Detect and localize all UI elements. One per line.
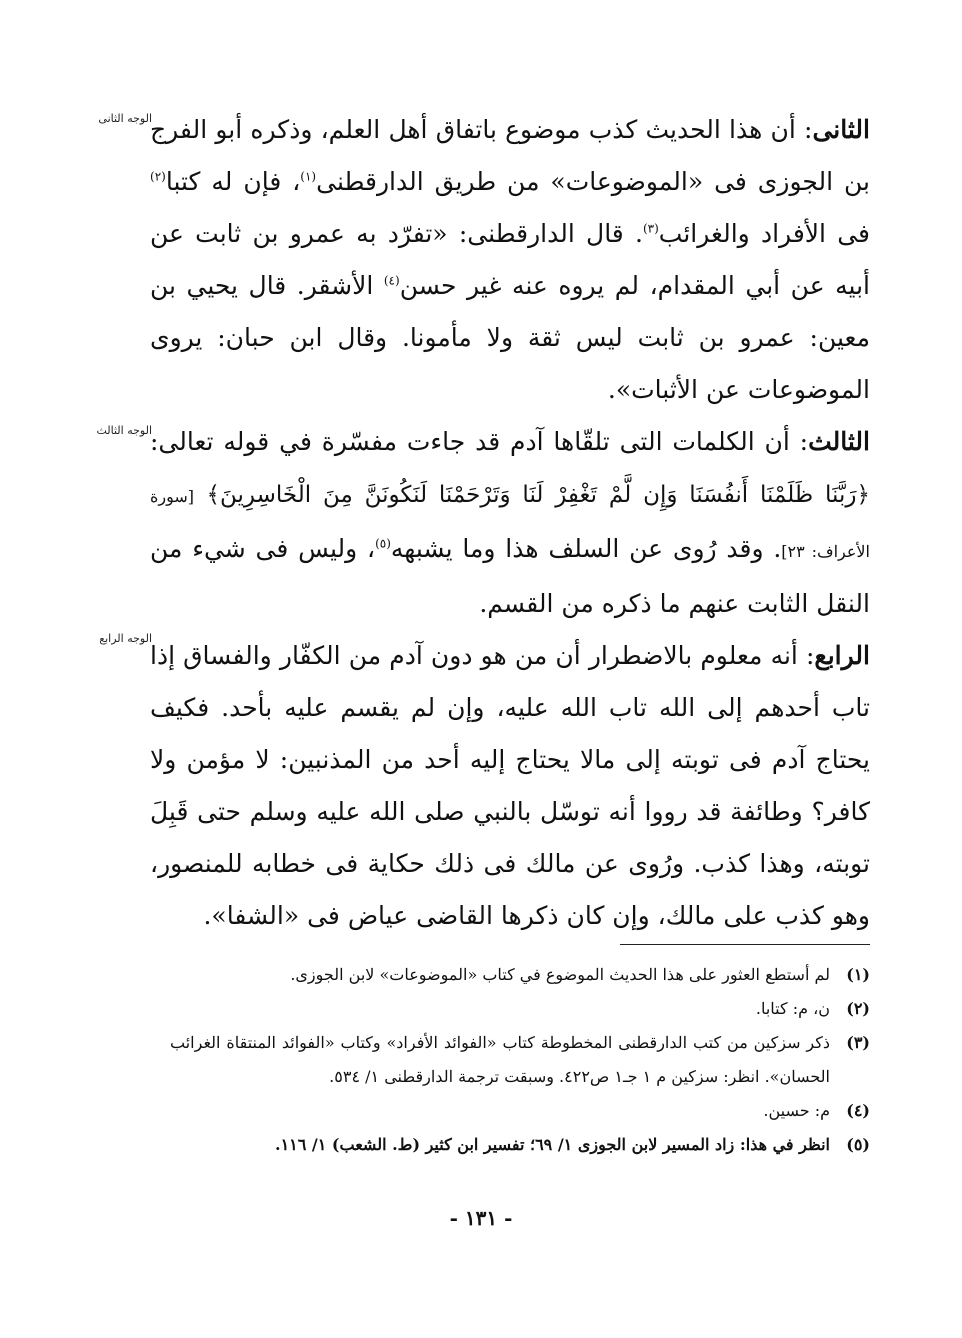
paragraph-fourth xyxy=(150,630,870,942)
quran-verse: ﴿رَبَّنَا ظَلَمْنَا أَنفُسَنَا وَإِن لَّمْ تَغْفِرْ لَنَا وَتَرْحَمْنَا لَنَكُونَنَّ مِنَ الْخَاسِرِينَ﴾ xyxy=(206,482,870,508)
paragraph-text: . قال الدارقطنى: «تفرّد به عمرو بن ثابت عن أبيه عن أبي المقدام، لم يروه عنه غير حسن xyxy=(150,219,870,300)
margin-note-fourth: الوجه الرابع xyxy=(99,632,152,645)
footnote-number: (٢) xyxy=(846,999,870,1018)
footnote-number: (١) xyxy=(846,965,870,984)
paragraph-lead: الرابع xyxy=(814,641,870,670)
footnote xyxy=(170,1128,870,1162)
page-number: - ١٣١ - xyxy=(449,1206,513,1230)
footnote-divider xyxy=(620,944,870,945)
main-text xyxy=(150,104,870,942)
margin-note-third: الوجه الثالث xyxy=(96,424,152,437)
paragraph-lead: الثانى xyxy=(812,115,870,144)
paragraph-lead: الثالث xyxy=(808,427,870,456)
footnote-number: (٤) xyxy=(846,1101,870,1120)
footnote-ref: (٥) xyxy=(375,536,391,551)
footnote-ref: (٤) xyxy=(383,273,400,288)
paragraph-text: : أن الكلمات التى تلقّاها آدم قد جاءت مفسّرة في قوله تعالى: xyxy=(150,427,809,456)
footnote xyxy=(170,1094,870,1128)
footnote-text: ذكر سزكين من كتب الدارقطنى المخطوطة كتاب «الفوائد الأفراد» وكتاب «الفوائد المنتقاة الغرائب الحسان». انظر: سزكين م ١ جـ١ ص٤٢٢. وسبقت ترجمة الدارقطنى ١/ ٥٣٤. xyxy=(170,1033,830,1086)
paragraph-text: . وقد رُوى عن السلف هذا وما يشبهه xyxy=(390,534,782,563)
paragraph-text: : أن هذا الحديث كذب موضوع باتفاق أهل العلم، وذكره أبو الفرج بن الجوزى فى «الموضوعات» من طريق الدارقطنى xyxy=(150,115,870,196)
footnote-text: م: حسين. xyxy=(763,1101,830,1120)
footnote-text: ن، م: كتابا. xyxy=(755,999,830,1018)
margin-note-second: الوجه الثانى xyxy=(98,112,152,125)
paragraph-text: ، وليس فى شيء من النقل الثابت عنهم ما ذكره من القسم. xyxy=(150,534,870,618)
paragraph-third xyxy=(150,416,870,630)
paragraph-text: فى الأفراد والغرائب xyxy=(658,219,871,248)
footnote-text: لم أستطع العثور على هذا الحديث الموضوع في كتاب «الموضوعات» لابن الجوزى. xyxy=(290,965,830,984)
paragraph-second xyxy=(150,104,870,416)
paragraph-text: الأشقر. قال يحيي بن معين: عمرو بن ثابت ليس ثقة ولا مأمونا. وقال ابن حبان: يروى الموضوعات عن الأثبات». xyxy=(150,271,870,404)
footnote-text: انظر في هذا: زاد المسير لابن الجوزى ١/ ٦٩؛ تفسير ابن كثير (ط. الشعب) ١/ ١١٦. xyxy=(274,1135,830,1154)
paragraph-text: ، فإن له كتبا xyxy=(165,167,301,196)
footnote-number: (٥) xyxy=(846,1135,870,1154)
footnote xyxy=(170,992,870,1026)
footnote-ref: (١) xyxy=(300,169,317,184)
footnote xyxy=(170,958,870,992)
footnote-number: (٣) xyxy=(846,1033,870,1052)
footnote-ref: (٣) xyxy=(642,221,659,236)
footnote xyxy=(170,1026,870,1094)
footnote-ref: (٢) xyxy=(150,169,166,184)
verse-reference: [سورة الأعراف: ٢٣] xyxy=(150,487,870,561)
paragraph-text: : أنه معلوم بالاضطرار أن من هو دون آدم من الكفّار والفساق إذا تاب أحدهم إلى الله تاب الله عليه، وإن لم يقسم عليه بأحد. فكيف يحتاج آدم فى توبته إلى مالا يحتاج إليه أحد من المذنبين: لا مؤمن ولا كافر؟ وطائفة قد رووا أنه توسّل بالنبي صلى الله عليه وسلم حتى قَبِلَ توبته، وهذا كذب. ورُوى عن مالك فى ذلك حكاية فى خطابه للمنصور، وهو كذب على مالك، وإن كان ذكرها القاضى عياض فى «الشفا». xyxy=(150,641,870,930)
footnotes xyxy=(170,958,870,1162)
